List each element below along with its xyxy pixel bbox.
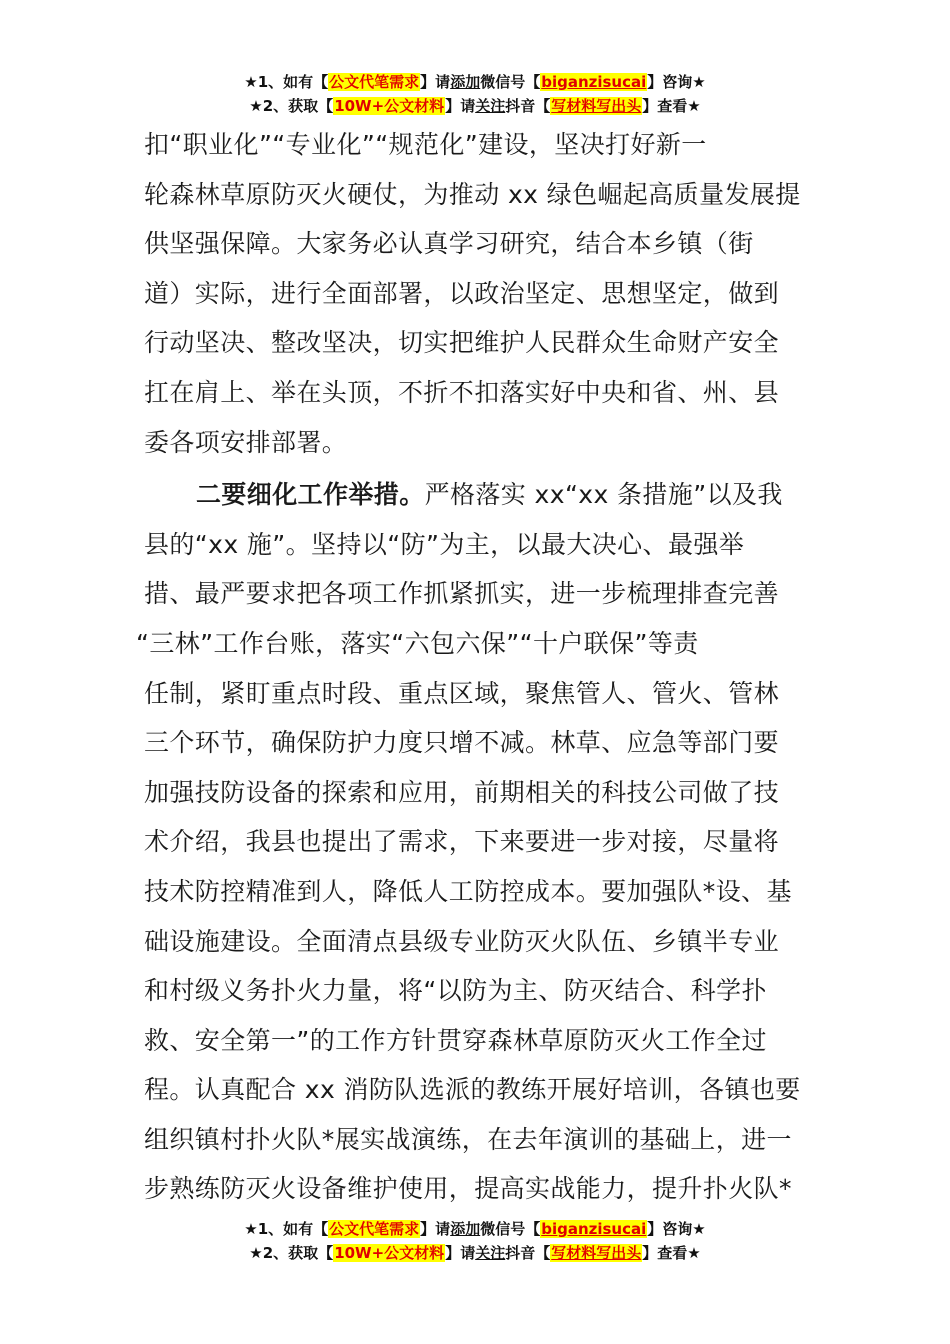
text-line: 技术防控精准到人，降低人工防控成本。要加强队*设、基 (144, 876, 792, 906)
highlight-ghostwriting: 公文代笔需求 (329, 73, 420, 91)
text-line: 供坚强保障。大家务必认真学习研究，结合本乡镇（街 (144, 229, 754, 259)
text-line: 扛在肩上、举在头顶，不折不扣落实好中央和省、州、县 (144, 377, 780, 407)
header-banner (0, 70, 950, 118)
text-line-first: 二要细化工作举措。严格落实 xx“xx 条措施”以及我 (196, 480, 783, 510)
text-line: 行动坚决、整改坚决，切实把维护人民群众生命财产安全 (144, 328, 780, 358)
paragraph-2 (136, 470, 804, 1214)
section-heading: 二要细化工作举措。 (196, 480, 425, 510)
highlight-materials: 10W+公文材料 (334, 97, 445, 115)
text-line: 础设施建设。全面清点县级专业防灭火队伍、乡镇半专业 (144, 926, 780, 956)
text-line: 县的“xx 施”。坚持以“防”为主，以最大决心、最强举 (144, 529, 745, 559)
text-line: 程。认真配合 xx 消防队选派的教练开展好培训，各镇也要 (144, 1075, 801, 1105)
text-line: 三个环节，确保防护力度只增不减。林草、应急等部门要 (144, 728, 780, 758)
wechat-id: biganzisucai (541, 73, 647, 91)
text-line: 加强技防设备的探索和应用，前期相关的科技公司做了技 (144, 777, 780, 807)
text-line: 救、安全第一”的工作方针贯穿森林草原防灭火工作全过 (144, 1025, 767, 1055)
header-line-1: ★1、如有【公文代笔需求】请添加微信号【biganzisucai】咨询★ (244, 73, 706, 91)
text-line: 术介绍，我县也提出了需求，下来要进一步对接，尽量将 (144, 827, 780, 857)
footer-banner (0, 1217, 950, 1265)
text-line: 任制，紧盯重点时段、重点区域，聚焦管人、管火、管林 (144, 678, 780, 708)
document-body (136, 120, 804, 1214)
text-line: 委各项安排部署。 (144, 427, 348, 457)
douyin-account: 写材料写出头 (551, 1244, 642, 1262)
text-line: 道）实际，进行全面部署，以政治坚定、思想坚定，做到 (144, 278, 780, 308)
text-line: 扣“职业化”“专业化”“规范化”建设，坚决打好新一 (144, 130, 707, 159)
text-line: 组织镇村扑火队*展实战演练，在去年演训的基础上，进一 (144, 1124, 792, 1154)
header-line-2: ★2、获取【10W+公文材料】请关注抖音【写材料写出头】查看★ (249, 97, 701, 115)
footer-line-1: ★1、如有【公文代笔需求】请添加微信号【biganzisucai】咨询★ (244, 1220, 706, 1238)
footer-line-2: ★2、获取【10W+公文材料】请关注抖音【写材料写出头】查看★ (249, 1244, 701, 1262)
paragraph-1 (144, 120, 804, 467)
text-line: 措、最严要求把各项工作抓紧抓实，进一步梳理排查完善 (144, 579, 780, 609)
text-line: 轮森林草原防灭火硬仗，为推动 xx 绿色崛起高质量发展提 (144, 179, 801, 209)
text-line: 和村级义务扑火力量，将“以防为主、防灭结合、科学扑 (144, 976, 767, 1006)
highlight-ghostwriting: 公文代笔需求 (329, 1220, 420, 1238)
text-line: “三林”工作台账，落实“六包六保”“十户联保”等责 (136, 628, 699, 658)
douyin-account: 写材料写出头 (551, 97, 642, 115)
wechat-id: biganzisucai (541, 1220, 647, 1238)
text-line: 步熟练防灭火设备维护使用，提高实战能力，提升扑火队* (144, 1174, 792, 1204)
highlight-materials: 10W+公文材料 (334, 1244, 445, 1262)
